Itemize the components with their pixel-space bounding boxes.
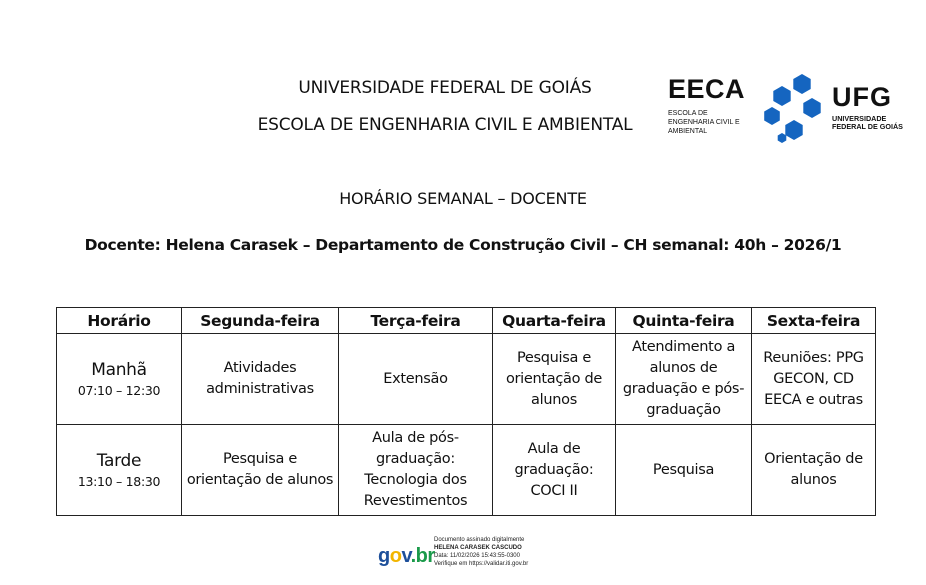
period-cell (57, 334, 182, 425)
header-horario: Horário (57, 308, 182, 334)
schedule-cell: Atendimento a alunos de graduação e pós-graduação (616, 334, 752, 425)
eeca-logo (668, 76, 748, 136)
schedule-cell: Reuniões: PPG GECON, CD EECA e outras (752, 334, 876, 425)
ufg-subtitle (832, 115, 903, 131)
eeca-subtitle-line: ESCOLA DE (668, 110, 708, 117)
schedule-title: HORÁRIO SEMANAL – DOCENTE (339, 189, 587, 208)
govbr-logo-part: v (401, 545, 411, 567)
schedule-cell: Orientação de alunos (752, 425, 876, 516)
govbr-logo-part: g (378, 545, 390, 567)
table-header-row (57, 308, 876, 334)
header-terca: Terça-feira (339, 308, 493, 334)
university-name: UNIVERSIDADE FEDERAL DE GOIÁS (298, 78, 592, 98)
hexagon-shape (773, 86, 790, 106)
signer-name: HELENA CARASEK CASCUDO (434, 545, 522, 551)
period-time: 07:10 – 12:30 (77, 383, 161, 398)
eeca-subtitle-line: ENGENHARIA CIVIL E (668, 119, 740, 126)
header-sexta: Sexta-feira (752, 308, 876, 334)
govbr-logo-part: o (389, 545, 402, 567)
schedule-cell: Aula de pós-graduação: Tecnologia dos Revestimentos (339, 425, 493, 516)
schedule-cell: Pesquisa e orientação de alunos (182, 425, 339, 516)
hexagon-shape (785, 120, 802, 140)
ufg-subtitle-line: FEDERAL DE GOIÁS (832, 122, 903, 131)
ufg-subtitle-line: UNIVERSIDADE (832, 114, 887, 123)
digital-signature-stamp (378, 536, 568, 582)
period-cell (57, 425, 182, 516)
signature-details (434, 536, 528, 568)
eeca-acronym: EECA (668, 74, 746, 104)
eeca-subtitle (668, 109, 748, 136)
schedule-cell: Extensão (339, 334, 493, 425)
ufg-logo (760, 72, 910, 144)
govbr-logo (378, 546, 435, 566)
header-quarta: Quarta-feira (493, 308, 616, 334)
ufg-acronym: UFG (832, 82, 892, 112)
table-row (57, 425, 876, 516)
signature-label: Documento assinado digitalmente (434, 537, 525, 543)
hexagon-shape (778, 133, 787, 143)
schedule-cell: Aula de graduação: COCI II (493, 425, 616, 516)
table-row (57, 334, 876, 425)
teacher-info: Docente: Helena Carasek – Departamento de Construção Civil – CH semanal: 40h – 2026/1 (84, 236, 842, 254)
hexagon-shape (793, 74, 810, 94)
signature-verify-link: Verifique em https://validar.iti.gov.br (434, 561, 529, 567)
schedule-cell: Atividades administrativas (182, 334, 339, 425)
school-name: ESCOLA DE ENGENHARIA CIVIL E AMBIENTAL (257, 115, 633, 135)
period-name: Tarde (96, 451, 142, 471)
schedule-cell: Pesquisa e orientação de alunos (493, 334, 616, 425)
govbr-logo-part: .br (410, 545, 435, 567)
eeca-subtitle-line: AMBIENTAL (668, 128, 708, 135)
ufg-hexagon-icon (760, 72, 830, 144)
weekly-schedule-table (56, 307, 876, 516)
hexagon-shape (764, 107, 780, 125)
header-segunda: Segunda-feira (182, 308, 339, 334)
hexagon-shape (803, 98, 820, 118)
schedule-cell: Pesquisa (616, 425, 752, 516)
signature-date: Data: 11/02/2026 15:43:55-0300 (434, 553, 520, 559)
header-quinta: Quinta-feira (616, 308, 752, 334)
period-time: 13:10 – 18:30 (77, 474, 161, 489)
period-name: Manhã (91, 360, 147, 380)
